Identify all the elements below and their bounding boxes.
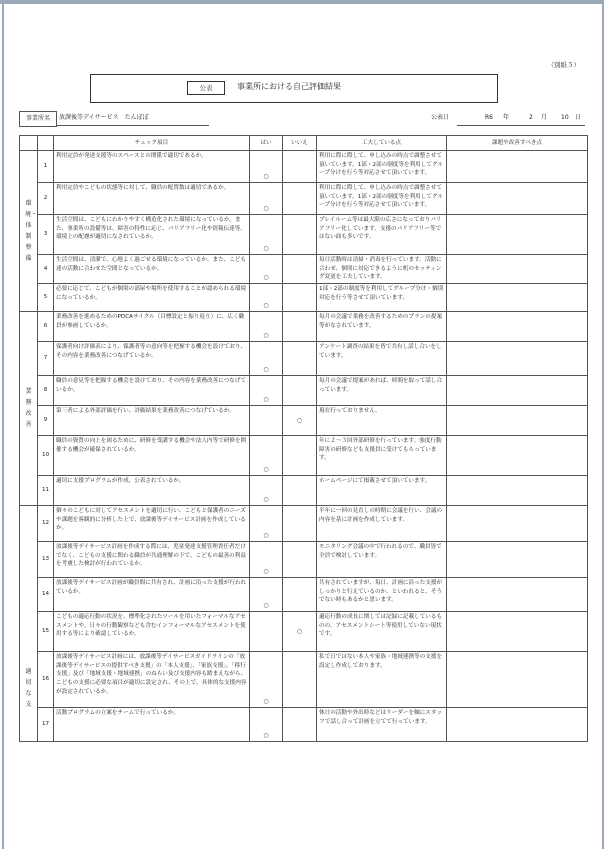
item-number: 11: [38, 475, 54, 505]
yes-mark: ○: [250, 707, 283, 741]
item-number: 16: [38, 651, 54, 707]
item-number: 12: [38, 505, 54, 541]
item-text: 職員の意見等を把握する機会を設けており、その内容を業務改善につなげているか。: [54, 375, 250, 405]
issues-text: [447, 541, 588, 577]
issues-text: [447, 255, 588, 284]
no-mark: [283, 151, 317, 183]
effort-text: 1部・2部の制度等を利用してグループ分け・個別対応を行う等させて頂いています。: [317, 283, 447, 311]
issues-text: [447, 475, 588, 505]
table-row: [20, 577, 588, 611]
published-label: 公表日: [431, 114, 450, 121]
no-mark: [283, 435, 317, 475]
published-year: R6: [485, 114, 493, 121]
effort-text: 私で日ではない本人や家族・地域連携等の支援を設定し作成しております。: [317, 651, 447, 707]
yes-mark: ○: [250, 341, 283, 375]
header-check-items: チェック項目: [54, 136, 250, 151]
issues-text: [447, 283, 588, 311]
yes-mark: ○: [250, 283, 283, 311]
yes-mark: ○: [250, 215, 283, 255]
item-number: 17: [38, 707, 54, 741]
page-top-border: [0, 0, 604, 4]
title-box: [90, 74, 498, 103]
effort-text: 半年に一回の見直しの時期に会議を行い、会議の内容を基に計画を作成しています。: [317, 505, 447, 541]
item-number: 10: [38, 435, 54, 475]
table-row: [20, 505, 588, 541]
item-number: 6: [38, 311, 54, 341]
no-mark: [283, 505, 317, 541]
table-row: [20, 215, 588, 255]
yes-mark: [250, 611, 283, 651]
table-row: [20, 707, 588, 741]
header-category: [20, 136, 38, 151]
item-number: 2: [38, 183, 54, 215]
no-mark: [283, 541, 317, 577]
office-label: 事業所名: [19, 111, 57, 127]
effort-text: 年に２～３回外部研修を行っています。強度行動障害の研修なども支援員に受けてもらっています。: [317, 435, 447, 475]
office-row: [19, 111, 589, 125]
issues-text: [447, 577, 588, 611]
table-row: [20, 341, 588, 375]
effort-text: 毎月の会議で業務を改善するためのプランの提案等がなされています。: [317, 311, 447, 341]
issues-text: [447, 435, 588, 475]
issues-text: [447, 311, 588, 341]
item-text: 活動プログラムの立案をチームで行っているか。: [54, 707, 250, 741]
item-text: 保護者向け評価表により、保護者等の意向等を把握する機会を設けており、その内容を業務改善につなげているか。: [54, 341, 250, 375]
effort-text: 適応行動の成長に関しては記録に記載しているものの、アセスメントシート等使用していない現状です。: [317, 611, 447, 651]
table-row: [20, 311, 588, 341]
yes-mark: ○: [250, 435, 283, 475]
header-number: [38, 136, 54, 151]
published-day: 10: [561, 114, 569, 121]
table-row: [20, 283, 588, 311]
issues-text: [447, 505, 588, 541]
no-mark: ○: [283, 405, 317, 435]
effort-text: 共有されていますが、毎日、計画に沿った支援がしっかりと行えているのか、といわれると、そうでない時もあるかと思います。: [317, 577, 447, 611]
effort-text: 休日の活動や外出時などはリーダーを軸にスタッフで話し合って計画を立てて行っています。: [317, 707, 447, 741]
item-text: 生活空間は、こどもにわかりやすく構造化された環境になっているか。また、事業所の設備等は、障害の特性に応じ、バリアフリー化や情報伝達等、環境上の配慮が適切になされているか。: [54, 215, 250, 255]
yes-mark: ○: [250, 651, 283, 707]
item-text: 第三者による外部評価を行い、評価結果を業務改善につなげているか。: [54, 405, 250, 435]
item-number: 3: [38, 215, 54, 255]
item-number: 13: [38, 541, 54, 577]
item-number: 4: [38, 255, 54, 284]
item-number: 9: [38, 405, 54, 435]
published-month-unit: 月: [541, 114, 548, 121]
item-number: 1: [38, 151, 54, 183]
item-text: 必要に応じて、こどもが個別の部屋や場所を使用することが認められる環境になっているか。: [54, 283, 250, 311]
issues-text: [447, 707, 588, 741]
table-row: [20, 541, 588, 577]
effort-text: 毎日活動時は清掃・消毒を行っています。活動に合わせ、個別に対応できるように机のセッティング変更を工夫しています。: [317, 255, 447, 284]
issues-text: [447, 183, 588, 215]
category-adequate-support: 適切な支: [20, 505, 38, 741]
yes-mark: ○: [250, 505, 283, 541]
yes-mark: ○: [250, 183, 283, 215]
category-improvement: 業務改善: [20, 311, 38, 505]
header-issues: 課題や改善すべき点: [447, 136, 588, 151]
item-text: 放課後等デイサービス計画を作成する際には、児童発達支援管理責任者だけでなく、こどもの支援に関わる職員が共通理解の下で、こどもの最善の利益を考慮した検討が行われているか。: [54, 541, 250, 577]
yes-mark: ○: [250, 577, 283, 611]
item-text: 職員の資質の向上を図るために、研修を受講する機会や法人内等で研修を開催する機会が確保されているか。: [54, 435, 250, 475]
item-text: こどもの適応行動の状況を、標準化されたツールを用いたフォーマルなアセスメントや、日々の行動観察なども含むインフォーマルなアセスメントを使用する等により確認しているか。: [54, 611, 250, 651]
header-effort: 工夫している点: [317, 136, 447, 151]
page-left-border: [2, 4, 4, 849]
issues-text: [447, 611, 588, 651]
no-mark: [283, 577, 317, 611]
table-header-row: [20, 136, 588, 151]
item-text: 適切に支援プログラムが作成、公表されているか。: [54, 475, 250, 505]
effort-text: 現在行っておりません。: [317, 405, 447, 435]
category-environment: 環境・体制整備: [20, 151, 38, 312]
yes-mark: ○: [250, 375, 283, 405]
yes-mark: ○: [250, 541, 283, 577]
no-mark: [283, 341, 317, 375]
yes-mark: ○: [250, 311, 283, 341]
item-number: 14: [38, 577, 54, 611]
no-mark: [283, 255, 317, 284]
item-number: 15: [38, 611, 54, 651]
effort-text: 毎月の会議で提案があれば、時間を取って話し合っています。: [317, 375, 447, 405]
yes-mark: ○: [250, 151, 283, 183]
no-mark: [283, 651, 317, 707]
page-title: 事業所における自己評価結果: [237, 82, 341, 91]
issues-text: [447, 215, 588, 255]
item-number: 5: [38, 283, 54, 311]
no-mark: ○: [283, 611, 317, 651]
published-day-unit: 日: [575, 114, 582, 121]
item-text: 利用定員やこどもの状態等に対して、職員の配置数は適切であるか。: [54, 183, 250, 215]
published-month: 2: [529, 114, 533, 121]
item-number: 8: [38, 375, 54, 405]
yes-mark: ○: [250, 255, 283, 284]
table-row: [20, 475, 588, 505]
header-no: いいえ: [283, 136, 317, 151]
yes-mark: ○: [250, 475, 283, 505]
table-row: [20, 405, 588, 435]
table-row: [20, 611, 588, 651]
published-year-unit: 年: [503, 114, 510, 121]
no-mark: [283, 215, 317, 255]
effort-text: プレイルーム等は最大限の広さになっておりバリアフリー化しています。支援のバリアフリー等ではない面も多いです。: [317, 215, 447, 255]
item-text: 業務改善を進めるためのPDCAサイクル（目標設定と振り返り）に、広く職員が参画しているか。: [54, 311, 250, 341]
office-name: 放課後等デイサービス たんぽぽ: [57, 111, 209, 126]
sheet-number: （別紙５）: [547, 61, 580, 69]
publish-tag: 公表: [187, 81, 225, 95]
no-mark: [283, 283, 317, 311]
issues-text: [447, 651, 588, 707]
no-mark: [283, 375, 317, 405]
effort-text: 利用に際に際して、申し込みの時点で調整させて頂いています。1部・2部の制度等を利用してグループ分けを行う等対応させて頂いています。: [317, 183, 447, 215]
table-row: [20, 255, 588, 284]
table-row: [20, 651, 588, 707]
issues-text: [447, 375, 588, 405]
issues-text: [447, 341, 588, 375]
item-text: 放課後等デイサービス計画が職員間に共有され、計画に沿った支援が行われているか。: [54, 577, 250, 611]
no-mark: [283, 707, 317, 741]
table-row: [20, 375, 588, 405]
issues-text: [447, 405, 588, 435]
evaluation-table: [19, 135, 588, 742]
item-text: 放課後等デイサービス計画には、放課後等デイサービスガイドラインの「放課後等デイサービスの提供すべき支援」の「本人支援」、「家族支援」、「移行支援」及び「地域支援・地域連携」のねらい及び支援内容も踏まえながら、こどもの支援に必要な項目が適切に設定され、その上で、具体的な支援内容が設定されているか。: [54, 651, 250, 707]
effort-text: モニタリング会議の中で行われるので、職員皆で全員で検討しています。: [317, 541, 447, 577]
item-text: 利用定員が発達支援等のスペースとの関係で適切であるか。: [54, 151, 250, 183]
effort-text: アンケート調査の結果を皆で共有し話し合いをしています。: [317, 341, 447, 375]
table-row: [20, 151, 588, 183]
item-text: 個々のこどもに対してアセスメントを適切に行い、こどもと保護者のニーズや課題を客観的に分析した上で、放課後等デイサービス計画を作成しているか。: [54, 505, 250, 541]
item-number: 7: [38, 341, 54, 375]
no-mark: [283, 475, 317, 505]
effort-text: ホームページにて掲載させて頂いています。: [317, 475, 447, 505]
published-date: [457, 111, 585, 126]
table-row: [20, 183, 588, 215]
no-mark: [283, 183, 317, 215]
effort-text: 利用に際に際して、申し込みの時点で調整させて頂いています。1部・2部の制度等を利用してグループ分けを行う等対応させて頂いています。: [317, 151, 447, 183]
issues-text: [447, 151, 588, 183]
item-text: 生活空間は、清潔で、心地よく過ごせる環境になっているか。また、こども達の活動に合わせた空間となっているか。: [54, 255, 250, 284]
yes-mark: [250, 405, 283, 435]
no-mark: [283, 311, 317, 341]
table-row: [20, 435, 588, 475]
header-yes: はい: [250, 136, 283, 151]
